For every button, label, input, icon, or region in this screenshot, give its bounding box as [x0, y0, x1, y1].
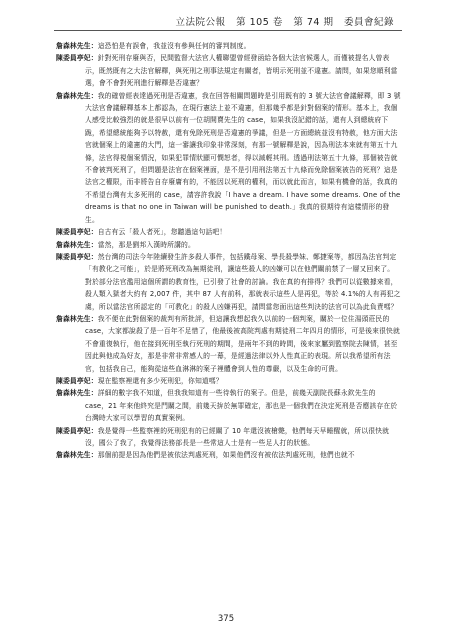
speaker-label: 詹森林先生：	[56, 314, 98, 323]
speaker-label: 詹森林先生：	[56, 42, 98, 50]
speaker-label: 陳委員亭妃：	[56, 228, 98, 237]
speaker-label: 陳委員亭妃：	[56, 54, 98, 63]
speech-text: 詳細的數字我不知道，但我我知道有一些待執行的案子。但是，前幾天副院長蘇永欽先生的 case，21 年來他終究是門關之間，前幾天拚於無罪確定，那也是一個我們在決定死刑是否應該存在於台灣時大家可以學習的真實案例。	[85, 389, 398, 423]
transcript-paragraph	[56, 449, 401, 461]
transcript-paragraph	[56, 239, 401, 251]
issue-number: 第 74 期	[293, 17, 334, 28]
transcript-paragraph	[56, 226, 401, 238]
page-number: 375	[217, 614, 235, 624]
transcript-paragraph	[56, 52, 401, 89]
speech-text: 這恐怕是有誤會，我並沒有參與任何的審判制度。	[97, 42, 251, 50]
speaker-label: 詹森林先生：	[56, 451, 98, 460]
transcript-paragraph	[56, 40, 401, 52]
speaker-label: 陳委員亭妃：	[56, 426, 98, 435]
speaker-label: 陳委員亭妃：	[56, 376, 98, 385]
transcript-paragraph	[56, 387, 401, 424]
speaker-label: 陳委員亭妃：	[56, 252, 98, 261]
transcript-body	[56, 40, 401, 462]
speaker-label: 詹森林先生：	[56, 389, 98, 398]
transcript-paragraph	[56, 313, 401, 375]
speaker-label: 詹森林先生：	[56, 91, 98, 100]
speech-text: 針對死刑存廢與否，民間監督大法官人權聯盟曾經發函給各個大法官候選人，而僅被提名人曾表示，既然既有之大法官解釋，與死刑之刑事法規定有關者，皆明示死刑並不違憲。請問，如果您順利當選，會不會對死刑進行解釋是否違憲？	[85, 54, 398, 88]
speech-text: 我的確曾經表達過死刑是否違憲，我在回答相關問題時是引用既有的 3 號大法官會議解釋，即 3 號大法官會議解釋基本上都認為，在現行憲法上並不違憲，但那幾乎都是針對個案的情形。基本上，我個人感受比較強烈的就是很早以前有一位胡開賣先生的 case，如果我沒記錯的話，還有人到總統府下跪，希望總統能夠予以特赦，還有免除死刑是否違憲的爭議，但是一方面總統並沒有特赦，他方面大法官就個案上的違憲的大門，這一審讓我印象非常深刻，有那一號解釋是說，因為刑法本來就有第五十九條，法官得視個案情況，如果犯罪情狀顯可憫恕者，得以減輕其刑。透過刑法第五十九條，那個被告就不會被判死刑了，但問題是法官在個案裡面，是不是引用刑法第五十九條而免除個案被告的死刑？這是法官之權限，而非將告自存廢庸有的，不能因以死刑的權利，而以就此而言，如果有機會的話，我真的不希望台灣有太多死刑的 case，請容許我說「I have a dream. I have some dreams. One of the dreams is that no one in Taiwan will be punished to death.」我真的很期待有這樣情形的發生。	[85, 91, 401, 224]
section-title: 委員會紀錄	[343, 17, 394, 28]
speech-text: 我是覺得一些監察裡的死刑犯有的已經關了 10 年還沒被槍斃，他們每天早睡醒就，所以很快就沒，國公了我了，我覺得法務部長是一些常這人士是有一些足人打的狀態。	[85, 426, 390, 447]
transcript-paragraph	[56, 251, 401, 313]
transcript-paragraph	[56, 90, 401, 226]
publication-title: 立法院公報	[175, 17, 226, 28]
transcript-paragraph	[56, 425, 401, 450]
speaker-label: 詹森林先生：	[56, 240, 98, 249]
volume-number: 第 105 卷	[236, 17, 283, 28]
page-header	[169, 14, 394, 28]
speech-text: 我不便在此對個案的裁判有所批評，但這讓我想起我久以前的一個判案，關於一位住湯頭莊民的 case，大家都說殺了是一百年不足惜了，他最後被高院判處有期徒刑二年四月的情形，可是後來很快就不會重復執行，他在接到死刑至執行死刑的期間，是兩年不到的時間，後來家屬到監察院去陳情，甚至因此與他成為好友，那是非常非常感人的一幕，是經過法律以外人性真正的表現。所以我希望所有法官，包括我自己，能夠從這些血淋淋的案子裡體會到人性的尊嚴，以及生命的可貴。	[85, 314, 400, 373]
transcript-paragraph	[56, 375, 401, 387]
header-rule	[54, 30, 402, 31]
speech-text: 那個前提是因為他們是被依法判處死刑，如果他們沒有被依法判處死刑，他們也就不	[97, 451, 355, 460]
speech-text: 然台灣的司法今年陸續發生許多殺人事件，包括鐵母案、學長殺學妹、鄭捷案等，都因為法官判定「有教化之可能」，於是將死刑改為無期徒刑，讓這些殺人的凶嫌可以在他們關前禁了一層又回來了。對於部分法官濫用這個所謂的教育性，已引發了社會的討論。我在真的有排得？我們可以從數據來看，殺人類入獄者大約有 2,007 件，其中 87 人有前科，那就表示這些人是再犯，等於 4.1%的人有再犯之虞，所以當法官所認定的「可教化」的殺人凶嫌再犯，請問當您面出這些判決的法官可以為此負責嗎？	[85, 252, 401, 311]
speech-text: 自古有云「殺人者死」，您聽過這句話吧！	[97, 228, 227, 237]
speech-text: 當然，那是劉邦入漢時所講的。	[97, 240, 195, 249]
speech-text: 現在監察裡還有多少死刑犯，你知道嗎？	[97, 376, 223, 385]
